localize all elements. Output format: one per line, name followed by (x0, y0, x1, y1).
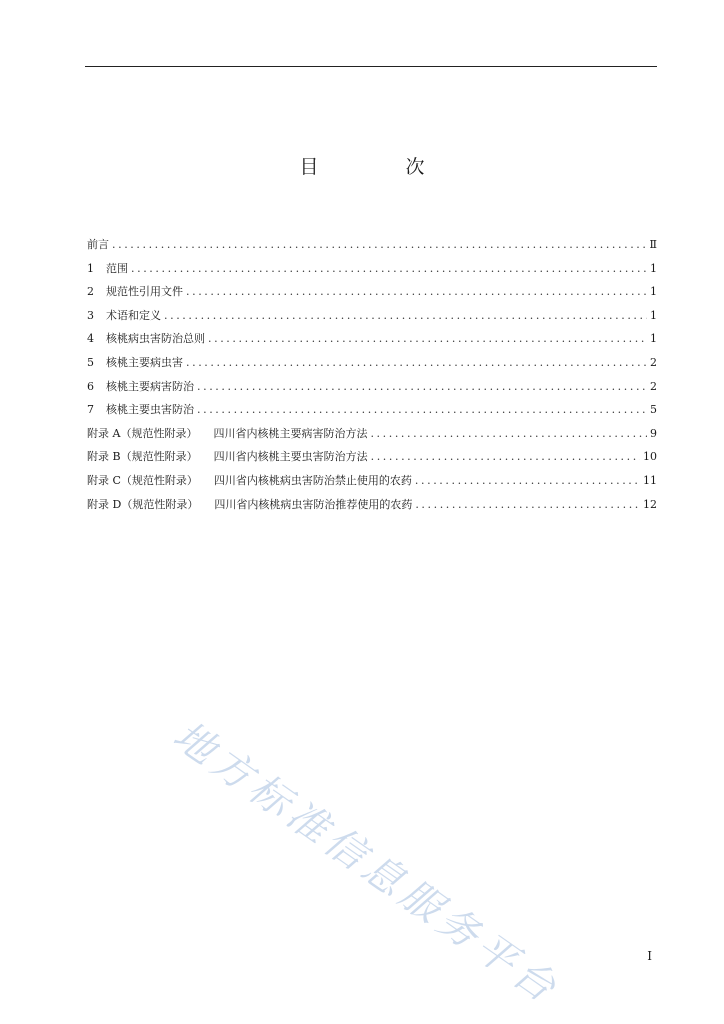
toc-leader-dots (197, 375, 647, 399)
toc-leader-dots (371, 445, 640, 469)
toc-title: 目 次 (299, 156, 459, 178)
toc-entry-title: 四川省内核桃主要病害防治方法 (213, 426, 368, 440)
toc-entry[interactable] (87, 257, 657, 281)
toc-entry[interactable] (87, 493, 657, 517)
toc-entry-page: 1 (650, 261, 657, 275)
toc-entry-title: 核桃病虫害防治总则 (106, 332, 205, 346)
toc-entry-title: 核桃主要病虫害 (106, 355, 183, 369)
toc-entry-title: 术语和定义 (106, 308, 161, 322)
toc-entry[interactable] (87, 327, 657, 351)
toc-entry-title: 四川省内核桃病虫害防治推荐使用的农药 (214, 497, 413, 511)
toc-entry-page: 1 (650, 332, 657, 346)
toc-entry-number: 2 (87, 285, 94, 299)
toc-entry-page: 9 (650, 426, 657, 440)
toc-entry-number: 4 (87, 332, 94, 346)
toc-entry[interactable] (87, 280, 657, 304)
toc-entry-annex-label: 附录 C（规范性附录） (87, 473, 198, 487)
toc-entry-annex-label: 附录 D（规范性附录） (87, 497, 199, 511)
toc-entry-page: 2 (650, 379, 657, 393)
watermark: 地方标准信息服务平台 (164, 712, 568, 1015)
toc-leader-dots (186, 351, 647, 375)
toc-entry[interactable] (87, 422, 657, 446)
toc-leader-dots (370, 422, 647, 446)
toc-leader-dots (208, 327, 647, 351)
toc-entry[interactable] (87, 445, 657, 469)
toc-entry-page: 2 (650, 355, 657, 369)
toc-entry-annex-label: 附录 B（规范性附录） (87, 450, 198, 464)
toc-entry[interactable] (87, 375, 657, 399)
toc-leader-dots (131, 257, 647, 281)
toc-entry-number: 6 (87, 379, 94, 393)
toc-entry-page: 12 (643, 497, 657, 511)
toc-entry[interactable] (87, 398, 657, 422)
toc-entry[interactable] (87, 233, 657, 257)
toc-entry-title: 四川省内核桃主要虫害防治方法 (213, 450, 368, 464)
toc-leader-dots (197, 398, 647, 422)
toc-entry-title: 核桃主要病害防治 (106, 379, 194, 393)
toc-entry-title: 范围 (106, 261, 128, 275)
table-of-contents (87, 233, 657, 516)
toc-entry[interactable] (87, 469, 657, 493)
toc-entry-page: 11 (643, 473, 657, 487)
toc-entry-title: 四川省内核桃病虫害防治禁止使用的农药 (213, 473, 412, 487)
toc-entry-title: 核桃主要虫害防治 (106, 403, 194, 417)
toc-entry-page: 10 (643, 450, 657, 464)
toc-entry-number: 5 (87, 355, 94, 369)
page-number: I (647, 949, 652, 963)
toc-entry-page: 5 (650, 403, 657, 417)
toc-leader-dots (186, 280, 647, 304)
toc-entry-page: 1 (650, 308, 657, 322)
toc-entry[interactable] (87, 304, 657, 328)
toc-leader-dots (164, 304, 647, 328)
toc-entry-title: 前言 (87, 238, 109, 251)
toc-leader-dots (112, 233, 647, 257)
toc-entry-title: 规范性引用文件 (106, 285, 183, 299)
header-rule (85, 66, 657, 67)
toc-entry-number: 7 (87, 403, 94, 417)
toc-entry-page: 1 (650, 285, 657, 299)
toc-entry[interactable] (87, 351, 657, 375)
toc-leader-dots (415, 493, 640, 517)
toc-leader-dots (415, 469, 640, 493)
toc-entry-annex-label: 附录 A（规范性附录） (87, 426, 198, 440)
toc-entry-number: 3 (87, 308, 94, 322)
toc-entry-page: Ⅱ (649, 238, 657, 251)
toc-entry-number: 1 (87, 261, 94, 275)
